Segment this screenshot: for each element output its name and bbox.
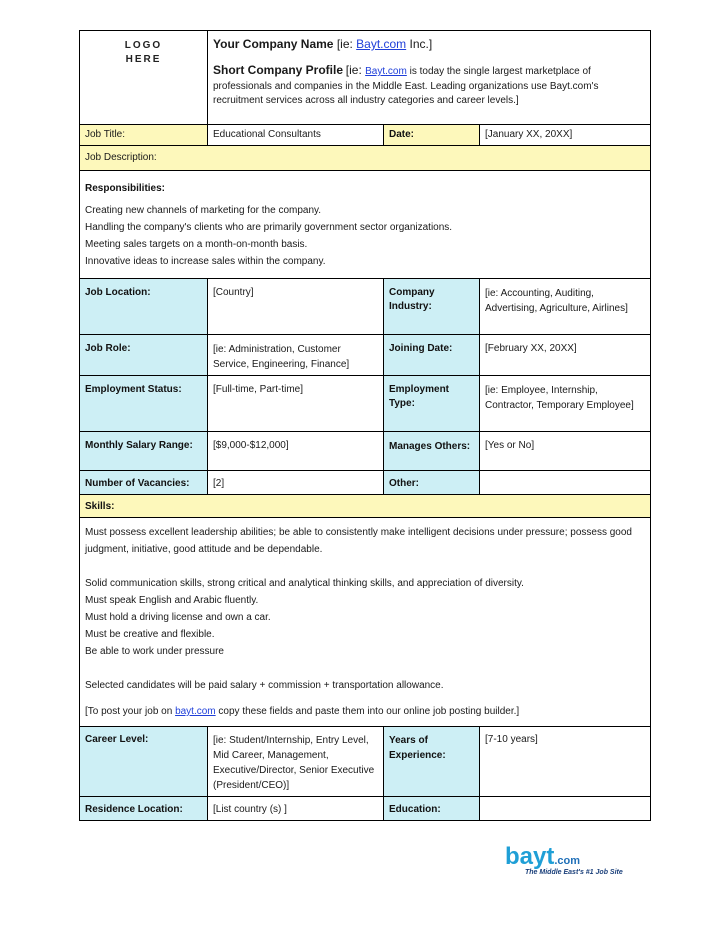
profile-text: is today the single largest marketplace of professionals and companies in the Middle East. Leading organizations use Bayt.com's recruitment services across all industry categories and career levels.] <box>213 66 599 106</box>
responsibilities-label: Responsibilities: <box>85 183 166 194</box>
details-row-location <box>80 279 651 335</box>
company-name-label: Your Company Name <box>213 37 334 51</box>
spacer <box>85 558 645 575</box>
logo-line-2: HERE <box>125 54 162 65</box>
company-info <box>208 31 651 125</box>
company-industry-label: Company Industry: <box>384 279 480 335</box>
details-row-role <box>80 335 651 376</box>
salary-range-label: Monthly Salary Range: <box>80 432 208 471</box>
years-experience-value[interactable]: [7-10 years] <box>480 727 651 797</box>
spacer <box>85 694 645 703</box>
logo-placeholder <box>80 31 208 125</box>
skills-item: Must be creative and flexible. <box>85 629 215 640</box>
company-name-prefix: [ie: <box>336 37 357 51</box>
job-title-value[interactable]: Educational Consultants <box>208 125 384 146</box>
job-description-row <box>80 146 651 171</box>
residence-location-value[interactable]: [List country (s) ] <box>208 797 384 821</box>
skills-header-row <box>80 495 651 518</box>
header-row <box>80 31 651 125</box>
details-row-status <box>80 376 651 432</box>
skills-item: Solid communication skills, strong critical and analytical thinking skills, and appreciation of diversity. <box>85 578 524 589</box>
skills-section[interactable] <box>80 518 651 727</box>
bayt-logo-word: bayt <box>505 843 555 870</box>
responsibility-item: Handling the company's clients who are primarily government sector organizations. <box>85 222 453 233</box>
employment-type-value[interactable]: [ie: Employee, Internship, Contractor, Temporary Employee] <box>480 376 651 432</box>
skills-item: Must hold a driving license and own a car. <box>85 612 271 623</box>
career-level-value[interactable]: [ie: Student/Internship, Entry Level, Mid Career, Management, Executive/Director, Senior Executive (President/CEO)] <box>208 727 384 797</box>
salary-range-value[interactable]: [$9,000-$12,000] <box>208 432 384 471</box>
joining-date-value[interactable]: [February XX, 20XX] <box>480 335 651 376</box>
other-label: Other: <box>384 471 480 495</box>
bayt-logo-com: .com <box>554 855 581 867</box>
skills-item: Be able to work under pressure <box>85 646 224 657</box>
job-role-value[interactable]: [ie: Administration, Customer Service, Engineering, Finance] <box>208 335 384 376</box>
date-value[interactable]: [January XX, 20XX] <box>480 125 651 146</box>
company-name-link[interactable]: Bayt.com <box>356 37 407 51</box>
job-title-row <box>80 125 651 146</box>
manages-others-value[interactable]: [Yes or No] <box>480 432 651 471</box>
career-row <box>80 727 651 797</box>
joining-date-label: Joining Date: <box>384 335 480 376</box>
vacancies-label: Number of Vacancies: <box>80 471 208 495</box>
residence-row <box>80 797 651 821</box>
profile-link[interactable]: Bayt.com <box>365 66 407 77</box>
skills-paragraph: Must possess excellent leadership abilities; be able to consistently make intelligent decisions under pressure; possess good judgment, initiative, good attitude and be dependable. <box>85 527 632 555</box>
job-description-form <box>79 30 650 821</box>
job-description-label: Job Description: <box>80 146 651 171</box>
bayt-tagline: The Middle East's #1 Job Site <box>525 869 623 876</box>
responsibilities-row <box>80 171 651 279</box>
job-role-label: Job Role: <box>80 335 208 376</box>
responsibility-item: Innovative ideas to increase sales within the company. <box>85 256 326 267</box>
post-note-prefix: [To post your job on <box>85 706 176 717</box>
company-name <box>213 37 645 51</box>
skills-item: Must speak English and Arabic fluently. <box>85 595 259 606</box>
form-table <box>79 30 651 821</box>
job-location-label: Job Location: <box>80 279 208 335</box>
spacer <box>85 660 645 677</box>
employment-status-label: Employment Status: <box>80 376 208 432</box>
compensation-note: Selected candidates will be paid salary + commission + transportation allowance. <box>85 680 444 691</box>
post-note <box>85 703 645 720</box>
details-row-vacancies <box>80 471 651 495</box>
logo-line-1: LOGO <box>124 40 163 51</box>
details-row-salary <box>80 432 651 471</box>
education-value[interactable] <box>480 797 651 821</box>
vacancies-value[interactable]: [2] <box>208 471 384 495</box>
years-experience-label: Years of Experience: <box>384 727 480 797</box>
skills-label: Skills: <box>80 495 651 518</box>
education-label: Education: <box>384 797 480 821</box>
profile-label: Short Company Profile <box>213 63 344 77</box>
responsibility-item: Creating new channels of marketing for the company. <box>85 205 322 216</box>
employment-status-value[interactable]: [Full-time, Part-time] <box>208 376 384 432</box>
other-value[interactable] <box>480 471 651 495</box>
profile-prefix: [ie: <box>345 63 366 77</box>
post-note-link[interactable]: bayt.com <box>175 706 216 717</box>
date-label: Date: <box>384 125 480 146</box>
career-level-label: Career Level: <box>80 727 208 797</box>
skills-row <box>80 518 651 727</box>
job-location-value[interactable]: [Country] <box>208 279 384 335</box>
company-name-suffix: Inc.] <box>406 37 433 51</box>
responsibilities-section[interactable] <box>80 171 651 279</box>
residence-location-label: Residence Location: <box>80 797 208 821</box>
responsibility-item: Meeting sales targets on a month-on-month basis. <box>85 239 308 250</box>
post-note-suffix: copy these fields and paste them into our online job posting builder.] <box>215 706 520 717</box>
employment-type-label: Employment Type: <box>384 376 480 432</box>
job-title-label: Job Title: <box>80 125 208 146</box>
company-profile <box>213 63 645 109</box>
company-industry-value[interactable]: [ie: Accounting, Auditing, Advertising, Agriculture, Airlines] <box>480 279 651 335</box>
manages-others-label: Manages Others: <box>384 432 480 471</box>
